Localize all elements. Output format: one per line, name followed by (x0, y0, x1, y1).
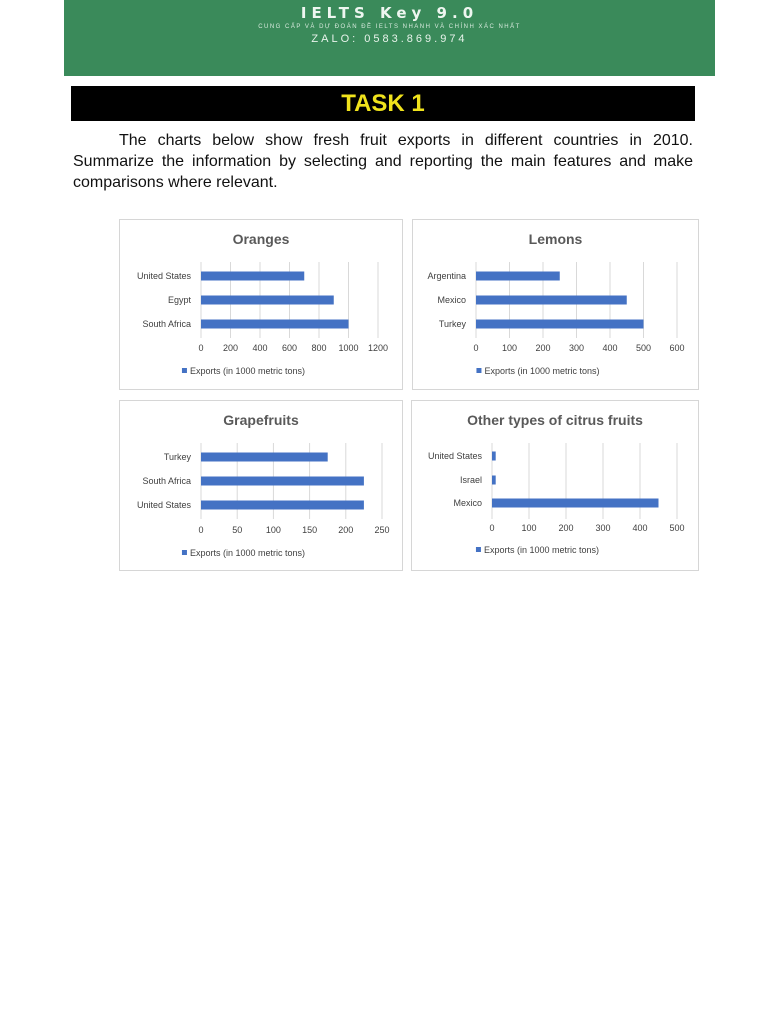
tick-label: 200 (535, 343, 551, 353)
category-label: Egypt (167, 295, 191, 305)
tick-label: 200 (222, 343, 239, 353)
category-label: South Africa (142, 476, 191, 486)
tick-label: 200 (338, 525, 354, 535)
tick-label: 0 (198, 343, 204, 353)
banner-title: IELTS Key 9.0 (300, 4, 479, 22)
bar (492, 499, 659, 508)
legend-label: Exports (in 1000 metric tons) (484, 366, 600, 376)
header-banner (64, 0, 715, 76)
bar (476, 320, 644, 329)
legend-swatch (476, 368, 481, 373)
tick-label: 150 (302, 525, 318, 535)
task-heading: TASK 1 (341, 90, 425, 117)
task-heading-bar (71, 86, 695, 121)
chart-title: Lemons (528, 231, 583, 247)
tick-label: 600 (669, 343, 685, 353)
category-label: Turkey (163, 452, 191, 462)
legend-swatch (182, 550, 187, 555)
banner-subtitle: CUNG CẤP VÀ DỰ ĐOÁN ĐỀ IELTS NHANH VÀ CHÍNH XÁC NHẤT (258, 24, 521, 30)
legend-swatch (182, 368, 187, 373)
bar (201, 453, 328, 462)
chart-panel-oranges (119, 219, 403, 390)
chart-panel-grapefruits (119, 400, 403, 571)
bar (201, 477, 364, 486)
bar (201, 501, 364, 510)
chart-title: Grapefruits (223, 412, 299, 428)
chart-title: Other types of citrus fruits (467, 412, 643, 428)
tick-label: 400 (602, 343, 618, 353)
bar (201, 272, 304, 281)
task-prompt: The charts below show fresh fruit exports in different countries in 2010. Summarize the information by selecting and reporting the main features and make comparisons where relevant. (73, 132, 693, 191)
category-label: United States (136, 271, 191, 281)
bar (201, 296, 334, 305)
tick-label: 500 (635, 343, 652, 353)
tick-label: 800 (311, 343, 327, 353)
category-label: Argentina (427, 271, 466, 281)
bar (492, 452, 496, 461)
tick-label: 1000 (338, 343, 359, 353)
bar-chart (120, 401, 402, 570)
tick-label: 100 (521, 523, 537, 533)
category-label: United States (427, 451, 482, 461)
chart-panel-other-citrus (411, 400, 699, 571)
bar-chart (120, 220, 402, 389)
tick-label: 0 (489, 523, 495, 533)
tick-label: 400 (632, 523, 648, 533)
chart-panel-lemons (412, 219, 699, 390)
category-label: South Africa (142, 319, 191, 329)
legend-swatch (476, 547, 481, 552)
chart-title: Oranges (232, 231, 290, 247)
category-label: Mexico (437, 295, 466, 305)
tick-label: 500 (669, 523, 685, 533)
tick-label: 250 (374, 525, 390, 535)
tick-label: 100 (265, 525, 281, 535)
tick-label: 400 (252, 343, 268, 353)
tick-label: 300 (595, 523, 611, 533)
bar (201, 320, 349, 329)
category-label: Turkey (438, 319, 466, 329)
tick-label: 600 (281, 343, 298, 353)
legend-label: Exports (in 1000 metric tons) (483, 545, 599, 555)
tick-label: 0 (198, 525, 204, 535)
category-label: Israel (459, 475, 482, 485)
tick-label: 100 (501, 343, 518, 353)
category-label: United States (136, 500, 191, 510)
bar-chart (412, 401, 698, 570)
tick-label: 200 (558, 523, 574, 533)
bar (476, 272, 560, 281)
tick-label: 0 (473, 343, 479, 353)
bar (492, 476, 496, 485)
legend-label: Exports (in 1000 metric tons) (189, 366, 305, 376)
banner-contact: ZALO: 0583.869.974 (311, 33, 468, 45)
bar-chart (413, 220, 698, 389)
tick-label: 50 (232, 525, 243, 535)
tick-label: 1200 (367, 343, 389, 353)
legend-label: Exports (in 1000 metric tons) (189, 548, 305, 558)
bar (476, 296, 627, 305)
category-label: Mexico (453, 498, 482, 508)
tick-label: 300 (568, 343, 585, 353)
